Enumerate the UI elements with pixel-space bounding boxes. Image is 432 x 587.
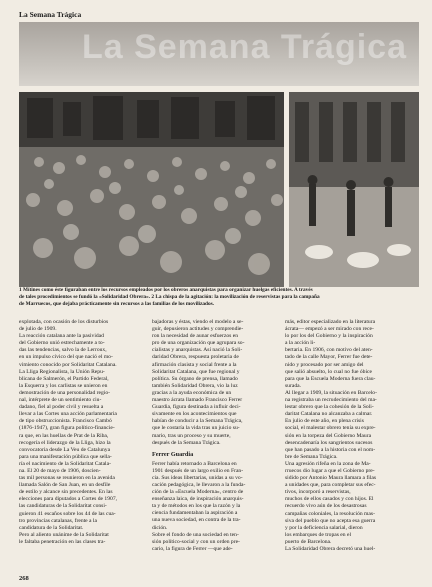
text-line: Guardia, figura destinada a influir deci- [152,404,241,411]
text-line: elecciones para diputados a Cortes de 1907, [19,496,118,503]
text-line: cación pedagógica, le llevaron a la funda- [152,481,246,488]
text-line: bre de Semana Trágica. [285,453,338,460]
text-line: social, el malestar obrero tenía su expre- [285,425,376,432]
text-line: para una manifestación pública que sella- [19,453,112,460]
text-line: de julio de 1909. [19,326,57,333]
text-line: cario, la figura de Ferrer —que ade- [152,545,233,552]
text-line: siva del pueblo que no acepta esa guerra [285,517,376,524]
text-line: Sobre el fondo de una sociedad en ten- [152,531,239,538]
text-line: tado de la calle Mayor, Ferrer fue dete- [285,354,373,361]
text-line: surada. [285,382,301,389]
text-line: das las tendencias, salvo la de Lerroux, [19,347,107,354]
text-line: que han pasado a la historia con el nom- [285,446,376,453]
text-line: candidatura de la Solidaritat. [19,524,84,531]
caption-line: de tales procedimientos se fundó la «Solidaridad Obrera». 2 La chispa de la agitación: la movilización de reservistas para la campaña [19,294,320,300]
section-subheading: Ferrer Guardia [152,450,194,458]
text-line: tivos, incorporó a reservistas, [285,489,351,496]
text-line: los embarques de tropas en el [285,531,352,538]
running-title: La Semana Trágica [19,10,82,19]
text-line: después de la Semana Trágica. [152,439,221,446]
text-line: llevar a las Cortes una acción parlamentaria [19,411,117,418]
text-line: gracias a la ayuda económica de un [152,389,232,396]
text-line: que le costaría la vida tras un juicio su- [152,425,240,432]
text-line: cia. Sus ideas libertarias, unidas a su vo- [152,474,243,481]
text-line: nal, intérprete de un sentimiento ciu- [19,397,102,404]
page-number: 268 [19,575,29,582]
text-line: na. El 20 de mayo de 1906, doscien- [19,467,101,474]
text-line: tas mil personas se reunieron en la avenida [19,475,115,482]
text-line: recogería el liderazgo de la Lliga, hizo la [19,439,111,446]
text-line: afirmación clasista y social frente a la [152,361,237,368]
text-line: campañas coloniales, la resolución mas- [285,510,375,517]
text-line: llamada Salón de San Juan, en un desfile [19,482,111,489]
text-line: guir, depusieron actitudes y comprendie- [152,326,244,333]
text-line: Al llegar a 1909, la situación en Barcelo- [285,389,377,396]
text-line: daritat Catalana no alcanzaba a calmar. [285,411,373,418]
text-line: lo por los del Gobierno y la inspiración [285,333,373,340]
text-line: daridad Obrera, respuesta proletaria de [152,354,239,361]
text-line: para que la Escuela Moderna fuera clau- [285,375,376,382]
text-line: maestro ácrata llamado Francisco Ferrer [152,397,243,404]
photo-caption [19,287,417,309]
text-line: a unidades que, para completar sus efec- [285,482,376,489]
text-line: vimiento conocido por Solidaritat Catalana. [19,361,117,368]
text-line: guieron 41 escaños sobre los 44 de las cua- [19,510,116,517]
text-line: La Solidaridad Obrera decretó una huel- [285,546,376,552]
text-line: explotada, con ocasión de los disturbios [19,319,109,325]
text-line: ron la necesidad de aunar esfuerzos en [152,333,239,340]
banner-title: La Semana Trágica [81,28,407,66]
text-line: na registraba un recrudecimiento del ma- [285,397,377,404]
crowd-photo [19,92,284,287]
text-line: que salió absuelto, lo cual no fue óbice [285,368,372,375]
text-line: muchos de ellos casados y con hijos. El [285,496,374,503]
text-line: dición. [152,524,168,531]
text-line: la Esquerra y los carlistas se unieron en [19,382,108,389]
text-line: de tipo obstruccionista. Francisco Cambó [19,418,112,425]
text-column-3 [285,319,415,576]
text-line: mario, tras un proceso y su muerte, [152,432,231,439]
text-line: Ferrer había retornado a Barcelona en [152,460,237,467]
text-line: lestar obrero que la cohesión de la Soli- [285,404,374,411]
reservists-photo-graphic [289,92,419,287]
text-line: más, editor especializado en la literatura [285,319,376,325]
text-line: ría el nacimiento de la Solidaritat Catala- [19,460,111,467]
text-line: a la acción li- [285,340,316,347]
text-line: de estilo y alcance sin precedentes. En las [19,489,113,496]
text-line: en un impulso cívico del que nació el mo- [19,354,113,361]
text-column-1 [19,319,141,576]
text-line: sión en la torpeza del Gobierno Maura [285,432,372,439]
text-line: demostración de una personalidad regio- [19,389,111,396]
text-line: convocatoria desde La Veu de Catalunya [19,446,111,453]
text-line: ta y de métodos en los que la razón y la [152,503,241,510]
text-line: y por la deficiencia salarial, dieron [285,524,363,531]
text-line: nido y procesado por ser amigo del [285,361,364,368]
reservists-photo [289,92,419,287]
text-line: 1901 después de un largo exilio en Fran- [152,467,244,474]
text-line: ácrata— empezó a ser mirado con rece- [285,326,374,333]
text-line: La Lliga Regionalista, la Unión Repu- [19,368,105,375]
text-line: una nueva sociedad, en contra de la tra- [152,517,241,524]
text-column-2 [152,319,274,576]
text-line: ciencia fundamentaban la aspiración a [152,510,238,517]
text-line: sión político-social y con un orden pre- [152,538,240,545]
text-line: sidido por Antonio Maura llamara a filas [285,475,377,482]
text-line: bertaria. En 1906, con motivo del aten- [285,347,373,354]
caption-line: 1 Mítines como éste figuraban entre los recursos empleados por los obreros anarquistas para organizar huelgas eficientes. A través [19,287,313,293]
text-line: las candidaturas de la Solidaritat consi- [19,503,107,510]
text-line: dadano, fiel al poder civil y resuelta a [19,404,104,411]
text-line: (1876-1947), gran figura político-financie- [19,425,115,432]
text-line: tro provincias catalanas, frente a la [19,517,97,524]
text-line: le faltaba penetración en las clases tra- [19,538,106,545]
text-line: Una agresión rifeña en la zona de Ma- [285,460,371,467]
text-line: pro de una organización que agrupara so- [152,340,245,347]
crowd-photo-graphic [19,92,284,287]
text-line: La reacción catalana ante la pasividad [19,333,104,340]
text-line: del Gobierno unió estrechamente a to- [19,340,105,347]
text-line: también Solidaridad Obrera, vio la luz [152,382,238,389]
text-line: bajadoras y éstas, viendo el modelo a se- [152,319,244,325]
text-line: habían de conducir a la Semana Trágica, [152,418,243,425]
text-line: rruecos dio lugar a que el Gobierno pre- [285,467,375,474]
text-line: desencadenaría los sangrientos sucesos [285,439,373,446]
text-line: sivamente en los acontecimientos que [152,411,237,418]
text-line: ción de la «Escuela Moderna», centro de [152,489,244,496]
caption-line: de Marruecos, que dejaba prácticamente sin recursos a las familias de los movilizados. [19,301,214,307]
text-line: blicana de Salmerón, el Partido Federal, [19,375,109,382]
text-line: ra que, en las huellas de Prat de la Riba, [19,432,109,439]
text-line: enseñanza laica, de inspiración anarquis- [152,496,244,503]
banner-image [19,22,419,86]
text-line: Solidaritat Catalana, que fue regional y [152,368,240,375]
text-line: Pero al aliento unánime de la Solidaritat [19,531,109,538]
text-line: recuerdo vivo aún de los desastrosas [285,503,367,510]
text-line: cialistas y anarquistas. Así nació la Soli- [152,347,243,354]
text-line: puerto de Barcelona. [285,538,332,545]
text-line: política. Su órgano de prensa, llamado [152,375,238,382]
text-line: En julio de este año, en plena crisis [285,418,364,425]
